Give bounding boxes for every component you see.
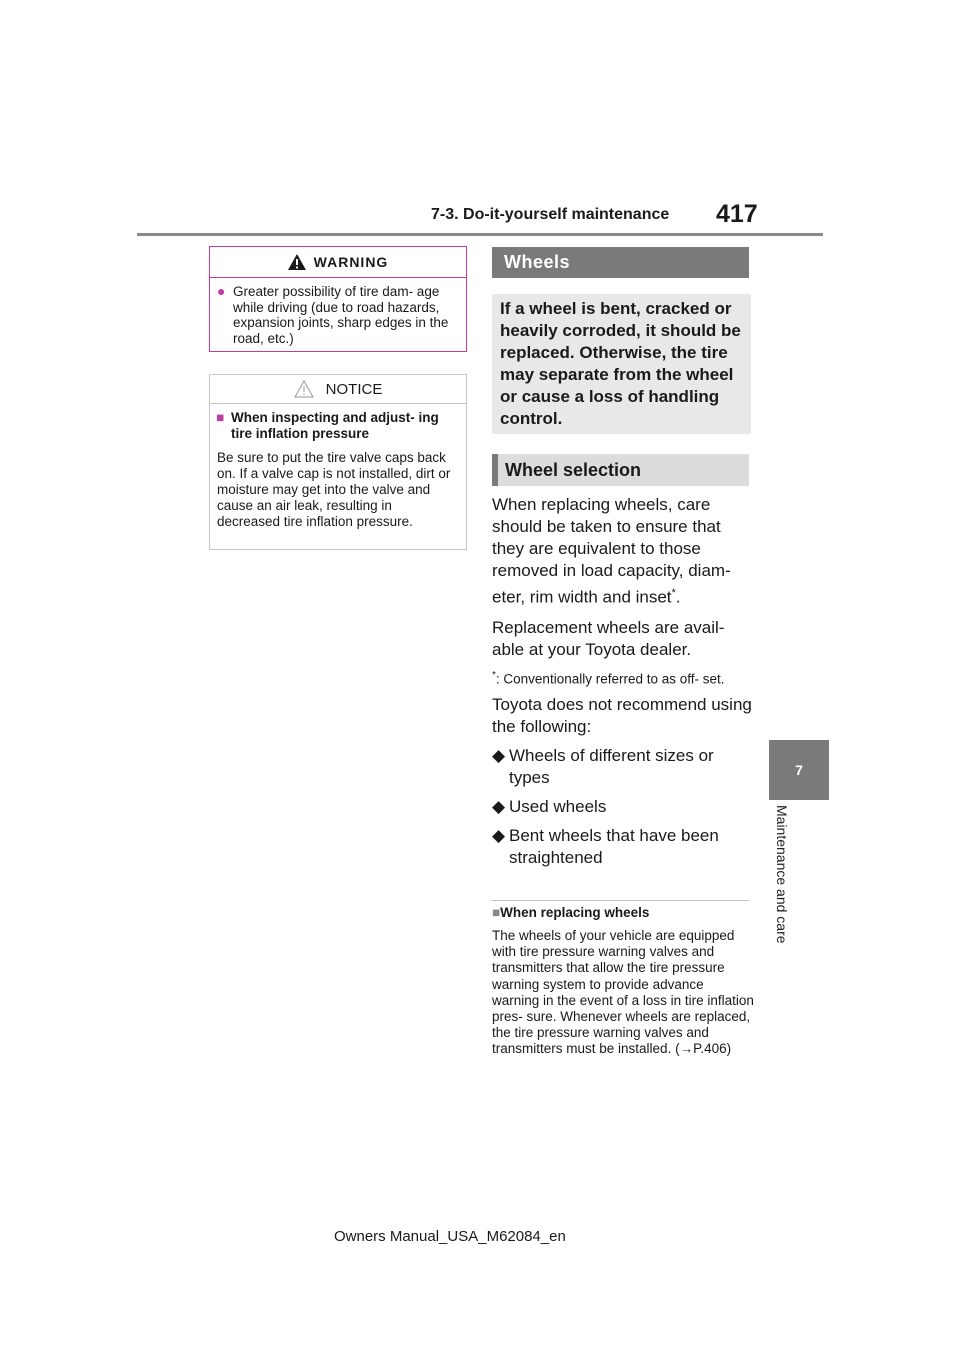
- chapter-number: 7: [795, 762, 803, 778]
- footnote: [492, 667, 754, 689]
- notice-body: Be sure to put the tire valve caps back on. If a valve cap is not installed, dirt or moisture may get into the valve and cause an air leak, resulting in decreased tire inflation pressure.: [217, 450, 451, 529]
- list-item-text: Used wheels: [509, 797, 607, 817]
- notice-title: NOTICE: [325, 380, 383, 398]
- notice-subheading: [210, 404, 466, 442]
- notice-subheading-text: When inspecting and adjust- ing tire inflation pressure: [231, 410, 439, 441]
- notice-triangle-outline-icon: [294, 380, 314, 398]
- wheels-intro: [492, 294, 751, 434]
- notice-header: [210, 375, 466, 404]
- arrow-right-icon: →: [679, 1041, 694, 1057]
- para-equivalence-text: When replacing wheels, care should be taken to ensure that they are equivalent to those removed in load capacity, diam- eter, rim width and inset: [492, 495, 731, 607]
- list-item: [492, 796, 754, 818]
- bullet-dot-icon: ●: [217, 283, 226, 299]
- square-bullet-icon: ■: [492, 905, 501, 920]
- footnote-text: : Conventionally referred to as off- set.: [495, 671, 725, 687]
- chapter-label-text: Maintenance and care: [774, 805, 790, 944]
- list-item: [492, 825, 754, 869]
- para-not-recommend: Toyota does not recommend using the following:: [492, 695, 752, 737]
- note-body-end: ): [726, 1041, 732, 1057]
- list-item-text: Bent wheels that have been straightened: [509, 826, 719, 868]
- footer-doc-id: Owners Manual_USA_M62084_en: [334, 1228, 566, 1245]
- diamond-bullet-icon: ◆: [492, 746, 506, 766]
- page-number: 417: [716, 200, 758, 228]
- diamond-bullet-icon: ◆: [492, 826, 506, 846]
- para-equivalence-end: .: [675, 587, 681, 607]
- list-item-text: Wheels of different sizes or types: [509, 746, 714, 788]
- section-title: 7-3. Do-it-yourself maintenance: [431, 206, 670, 223]
- note-body: [492, 928, 754, 1058]
- chapter-label: [762, 805, 802, 985]
- diamond-bullet-icon: ◆: [492, 797, 506, 817]
- warning-title: WARNING: [313, 254, 389, 270]
- chapter-tab[interactable]: [769, 740, 829, 800]
- notice-box: [209, 374, 467, 550]
- footnote-mark: *: [492, 669, 496, 681]
- warning-header: [210, 247, 466, 278]
- wheels-intro-text: If a wheel is bent, cracked or heavily corroded, it should be replaced. Otherwise, the tire may separate from the wheel or cause a loss of handling control.: [500, 299, 741, 428]
- header-rule: [137, 233, 823, 236]
- list-item: [492, 745, 754, 789]
- wheel-selection-content: [492, 494, 754, 869]
- para-dealer: Replacement wheels are avail- able at your Toyota dealer.: [492, 617, 725, 659]
- wheel-selection-heading: Wheel selection: [492, 454, 749, 486]
- footnote-ref: *: [671, 587, 676, 599]
- warning-triangle-icon: [288, 254, 306, 270]
- warning-item-text: Greater possibility of tire dam- age while driving (due to road hazards, expansion joints, sharp edges in the road, etc.): [233, 284, 449, 346]
- note-heading-text: When replacing wheels: [500, 905, 650, 920]
- square-bullet-icon: ■: [216, 410, 225, 425]
- page-reference-link[interactable]: P.406: [693, 1041, 727, 1057]
- wheels-heading: Wheels: [492, 247, 749, 278]
- note-body-text: The wheels of your vehicle are equipped with tire pressure warning valves and transmitters that allow the tire pressure warning system to provide advance warning in the event of a loss in tire inflation pres- sure. Whenever wheels are replaced, the tire pressure warning valves and transmitters must be installed. (: [492, 928, 754, 1057]
- note-heading: [492, 905, 649, 920]
- warning-box: [209, 246, 467, 352]
- note-divider: [492, 900, 749, 901]
- warning-item: [210, 278, 466, 346]
- para-equivalence: [492, 494, 754, 609]
